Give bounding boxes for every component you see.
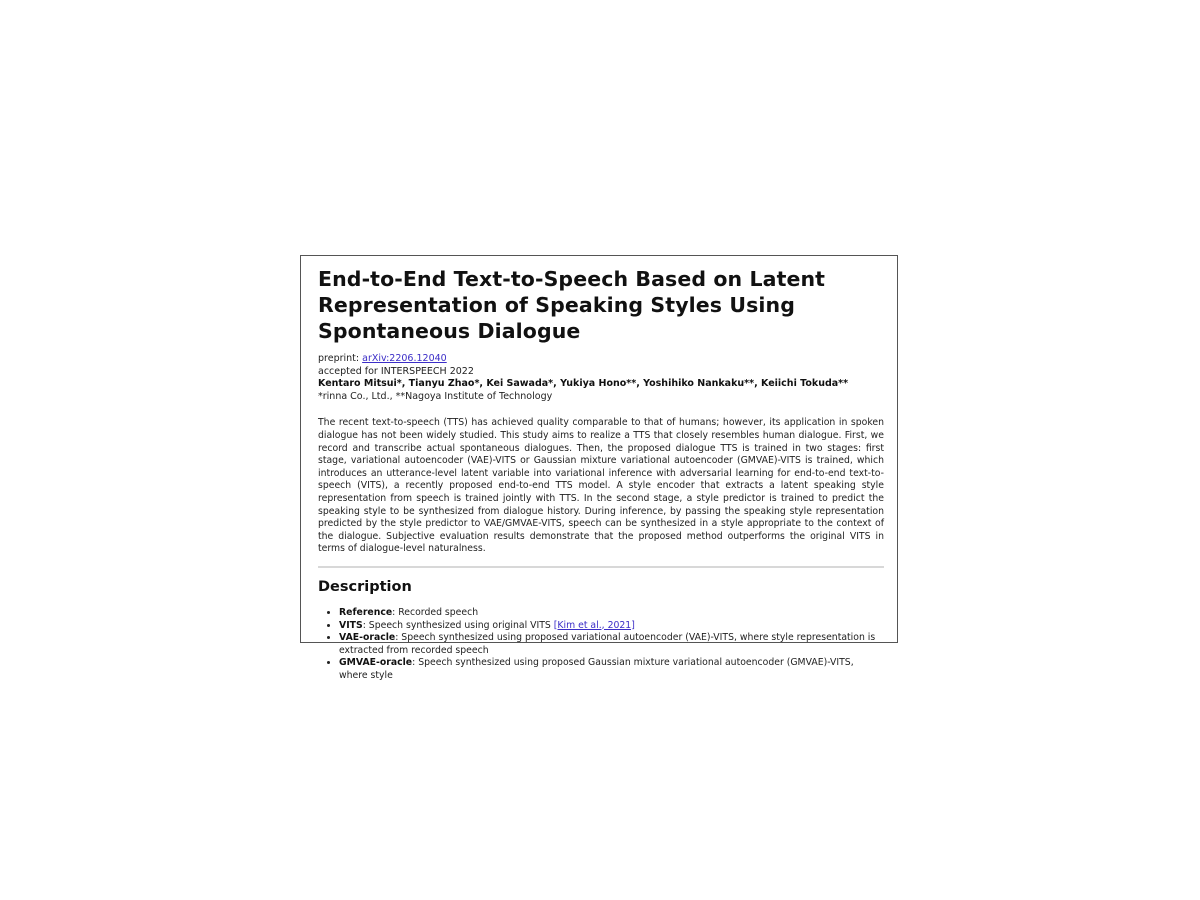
- list-item: [339, 607, 884, 620]
- affiliations-line: *rinna Co., Ltd., **Nagoya Institute of Technology: [318, 390, 553, 402]
- list-item: [339, 632, 884, 657]
- citation-link[interactable]: [Kim et al., 2021]: [553, 619, 635, 631]
- list-item: [339, 657, 884, 682]
- accepted-line: accepted for INTERSPEECH 2022: [318, 365, 474, 377]
- section-divider: [318, 566, 884, 568]
- page-content: [318, 266, 884, 682]
- item-text: : Recorded speech: [392, 606, 479, 618]
- description-heading: Description: [318, 578, 412, 595]
- item-term: VITS: [339, 619, 363, 631]
- page-title: End-to-End Text-to-Speech Based on Latent Representation of Speaking Styles Using Spontaneous Dialogue: [318, 267, 826, 343]
- preprint-line: [318, 353, 884, 366]
- list-item: [339, 620, 884, 633]
- item-term: GMVAE-oracle: [339, 657, 413, 669]
- item-text: : Speech synthesized using original VITS: [362, 619, 554, 631]
- paper-meta: [318, 353, 884, 403]
- item-term: VAE-oracle: [339, 632, 396, 644]
- item-term: Reference: [339, 606, 393, 618]
- item-text: : Speech synthesized using proposed variational autoencoder (VAE)-VITS, where style representation is extracted from recorded speech: [339, 632, 876, 656]
- item-text: : Speech synthesized using proposed Gaussian mixture variational autoencoder (GMVAE)-VITS, where style: [339, 657, 854, 681]
- preprint-label: preprint:: [318, 353, 363, 364]
- abstract-text: The recent text-to-speech (TTS) has achieved quality comparable to that of humans; however, its application in spoken dialogue has not been widely studied. This study aims to realize a TTS that closely resembles human dialogue. First, we record and transcribe actual spontaneous dialogues. Then, the proposed dialogue TTS is trained in two stages: first stage, variational autoencoder (VAE)-VITS or Gaussian mixture variational autoencoder (GMVAE)-VITS is trained, which introduces an utterance-level latent variable into variational inference with adversarial learning for end-to-end text-to-speech (VITS), a recently proposed end-to-end TTS model. A style encoder that extracts a latent speaking style representation from speech is trained jointly with TTS. In the second stage, a style predictor is trained to predict the speaking style to be synthesized from dialogue history. During inference, by passing the speaking style representation predicted by the style predictor to VAE/GMVAE-VITS, speech can be synthesized in a style appropriate to the context of the dialogue. Subjective evaluation results demonstrate that the proposed method outperforms the original VITS in terms of dialogue-level naturalness.: [318, 417, 884, 555]
- screenshot-frame: [300, 255, 898, 681]
- description-list: [318, 607, 884, 683]
- authors-line: Kentaro Mitsui*, Tianyu Zhao*, Kei Sawada*, Yukiya Hono**, Yoshihiko Nankaku**, Keiichi Tokuda**: [318, 378, 849, 390]
- arxiv-link[interactable]: arXiv:2206.12040: [362, 353, 447, 364]
